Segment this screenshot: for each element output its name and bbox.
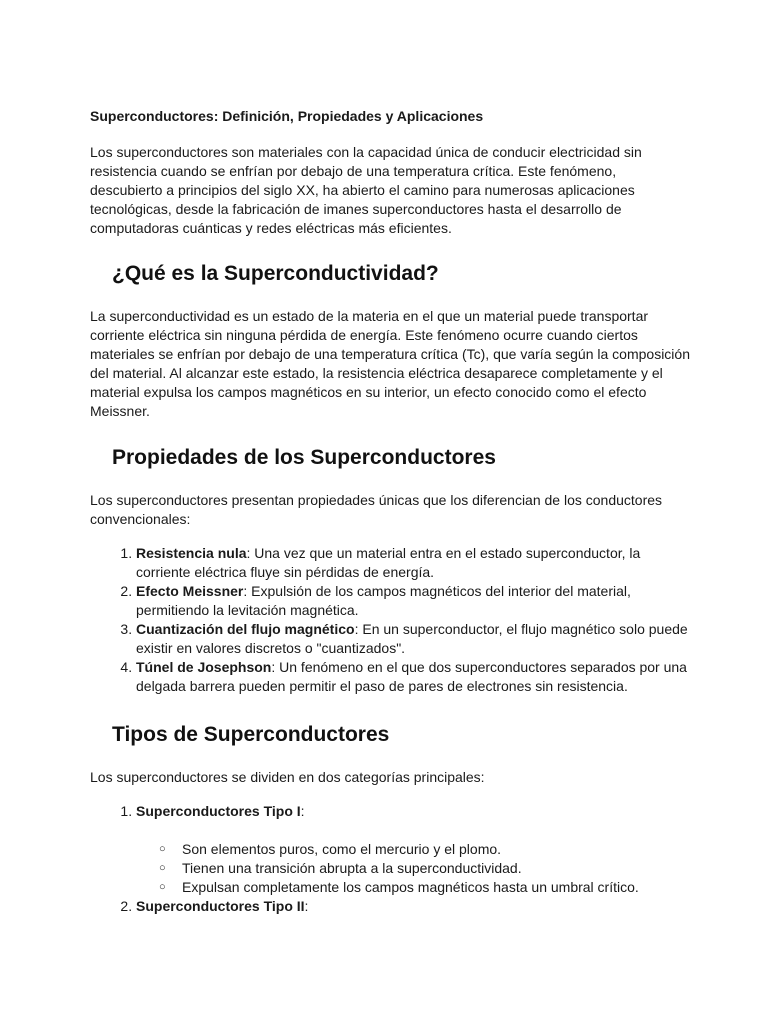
superconductividad-paragraph: La superconductividad es un estado de la materia en el que un material puede transportar corriente eléctrica sin ninguna pérdida de energía. Este fenómeno ocurre cuando ciertos materiales se enfrían por debajo de una temperatura crítica (Tc), que varía según la composición del material. Al alcanzar este estado, la resistencia eléctrica desaparece completamente y el material expulsa los campos magnéticos en su interior, un efecto conocido como el efecto Meissner.: [90, 308, 690, 419]
list-item-text: : En un superconductor, el flujo magnético solo puede existir en valores discretos o "cuantizados".: [136, 621, 688, 656]
section-heading-propiedades: Propiedades de los Superconductores: [112, 446, 496, 469]
list-item-term: Superconductores Tipo II: [136, 898, 305, 914]
list-item: [136, 897, 690, 916]
sub-list-item: ○ Tienen una transición abrupta a la superconductividad.: [159, 860, 522, 876]
list-item-term: Superconductores Tipo I: [136, 803, 301, 819]
list-item-text: : Una vez que un material entra en el estado superconductor, la corriente eléctrica fluye sin pérdidas de energía.: [136, 545, 641, 580]
intro-paragraph: Los superconductores son materiales con la capacidad única de conducir electricidad sin resistencia cuando se enfrían por debajo de una temperatura crítica. Este fenómeno, descubierto a principios del siglo XX, ha abierto el camino para numerosas aplicaciones tecnológicas, desde la fabricación de imanes superconductores hasta el desarrollo de computadoras cuánticas y redes eléctricas más eficientes.: [90, 144, 642, 236]
list-item-term: Cuantización del flujo magnético: [136, 621, 355, 637]
sub-list-item: ○ Expulsan completamente los campos magnéticos hasta un umbral crítico.: [159, 879, 639, 895]
tipos-intro: Los superconductores se dividen en dos categorías principales:: [90, 769, 485, 785]
list-item: [136, 620, 690, 658]
list-item-suffix: :: [300, 803, 305, 819]
tipo1-sublist: [136, 840, 690, 897]
propiedades-list: [90, 544, 690, 696]
list-item-text: : Expulsión de los campos magnéticos del interior del material, permitiendo la levitación magnética.: [136, 583, 631, 618]
circle-bullet-icon: ○: [159, 843, 166, 855]
list-item: [136, 802, 690, 897]
list-item: [136, 582, 690, 620]
list-item-suffix: :: [304, 898, 309, 914]
document-title: Superconductores: Definición, Propiedades y Aplicaciones: [90, 108, 484, 124]
propiedades-intro: Los superconductores presentan propiedades únicas que los diferencian de los conductores convencionales:: [90, 492, 663, 527]
list-item-term: Efecto Meissner: [136, 583, 244, 599]
list-item-term: Túnel de Josephson: [136, 659, 272, 675]
sub-list-item: ○ Son elementos puros, como el mercurio y el plomo.: [159, 841, 502, 857]
list-item-text: : Un fenómeno en el que dos superconductores separados por una delgada barrera pueden permitir el paso de pares de electrones sin resistencia.: [136, 659, 687, 694]
document-page: [90, 107, 690, 916]
circle-bullet-icon: ○: [159, 881, 166, 893]
section-heading-superconductividad: ¿Qué es la Superconductividad?: [112, 262, 439, 285]
section-heading-tipos: Tipos de Superconductores: [112, 723, 390, 746]
list-item: [136, 658, 690, 696]
tipos-list: [90, 802, 690, 916]
list-item: [136, 544, 690, 582]
circle-bullet-icon: ○: [159, 862, 166, 874]
list-item-term: Resistencia nula: [136, 545, 247, 561]
